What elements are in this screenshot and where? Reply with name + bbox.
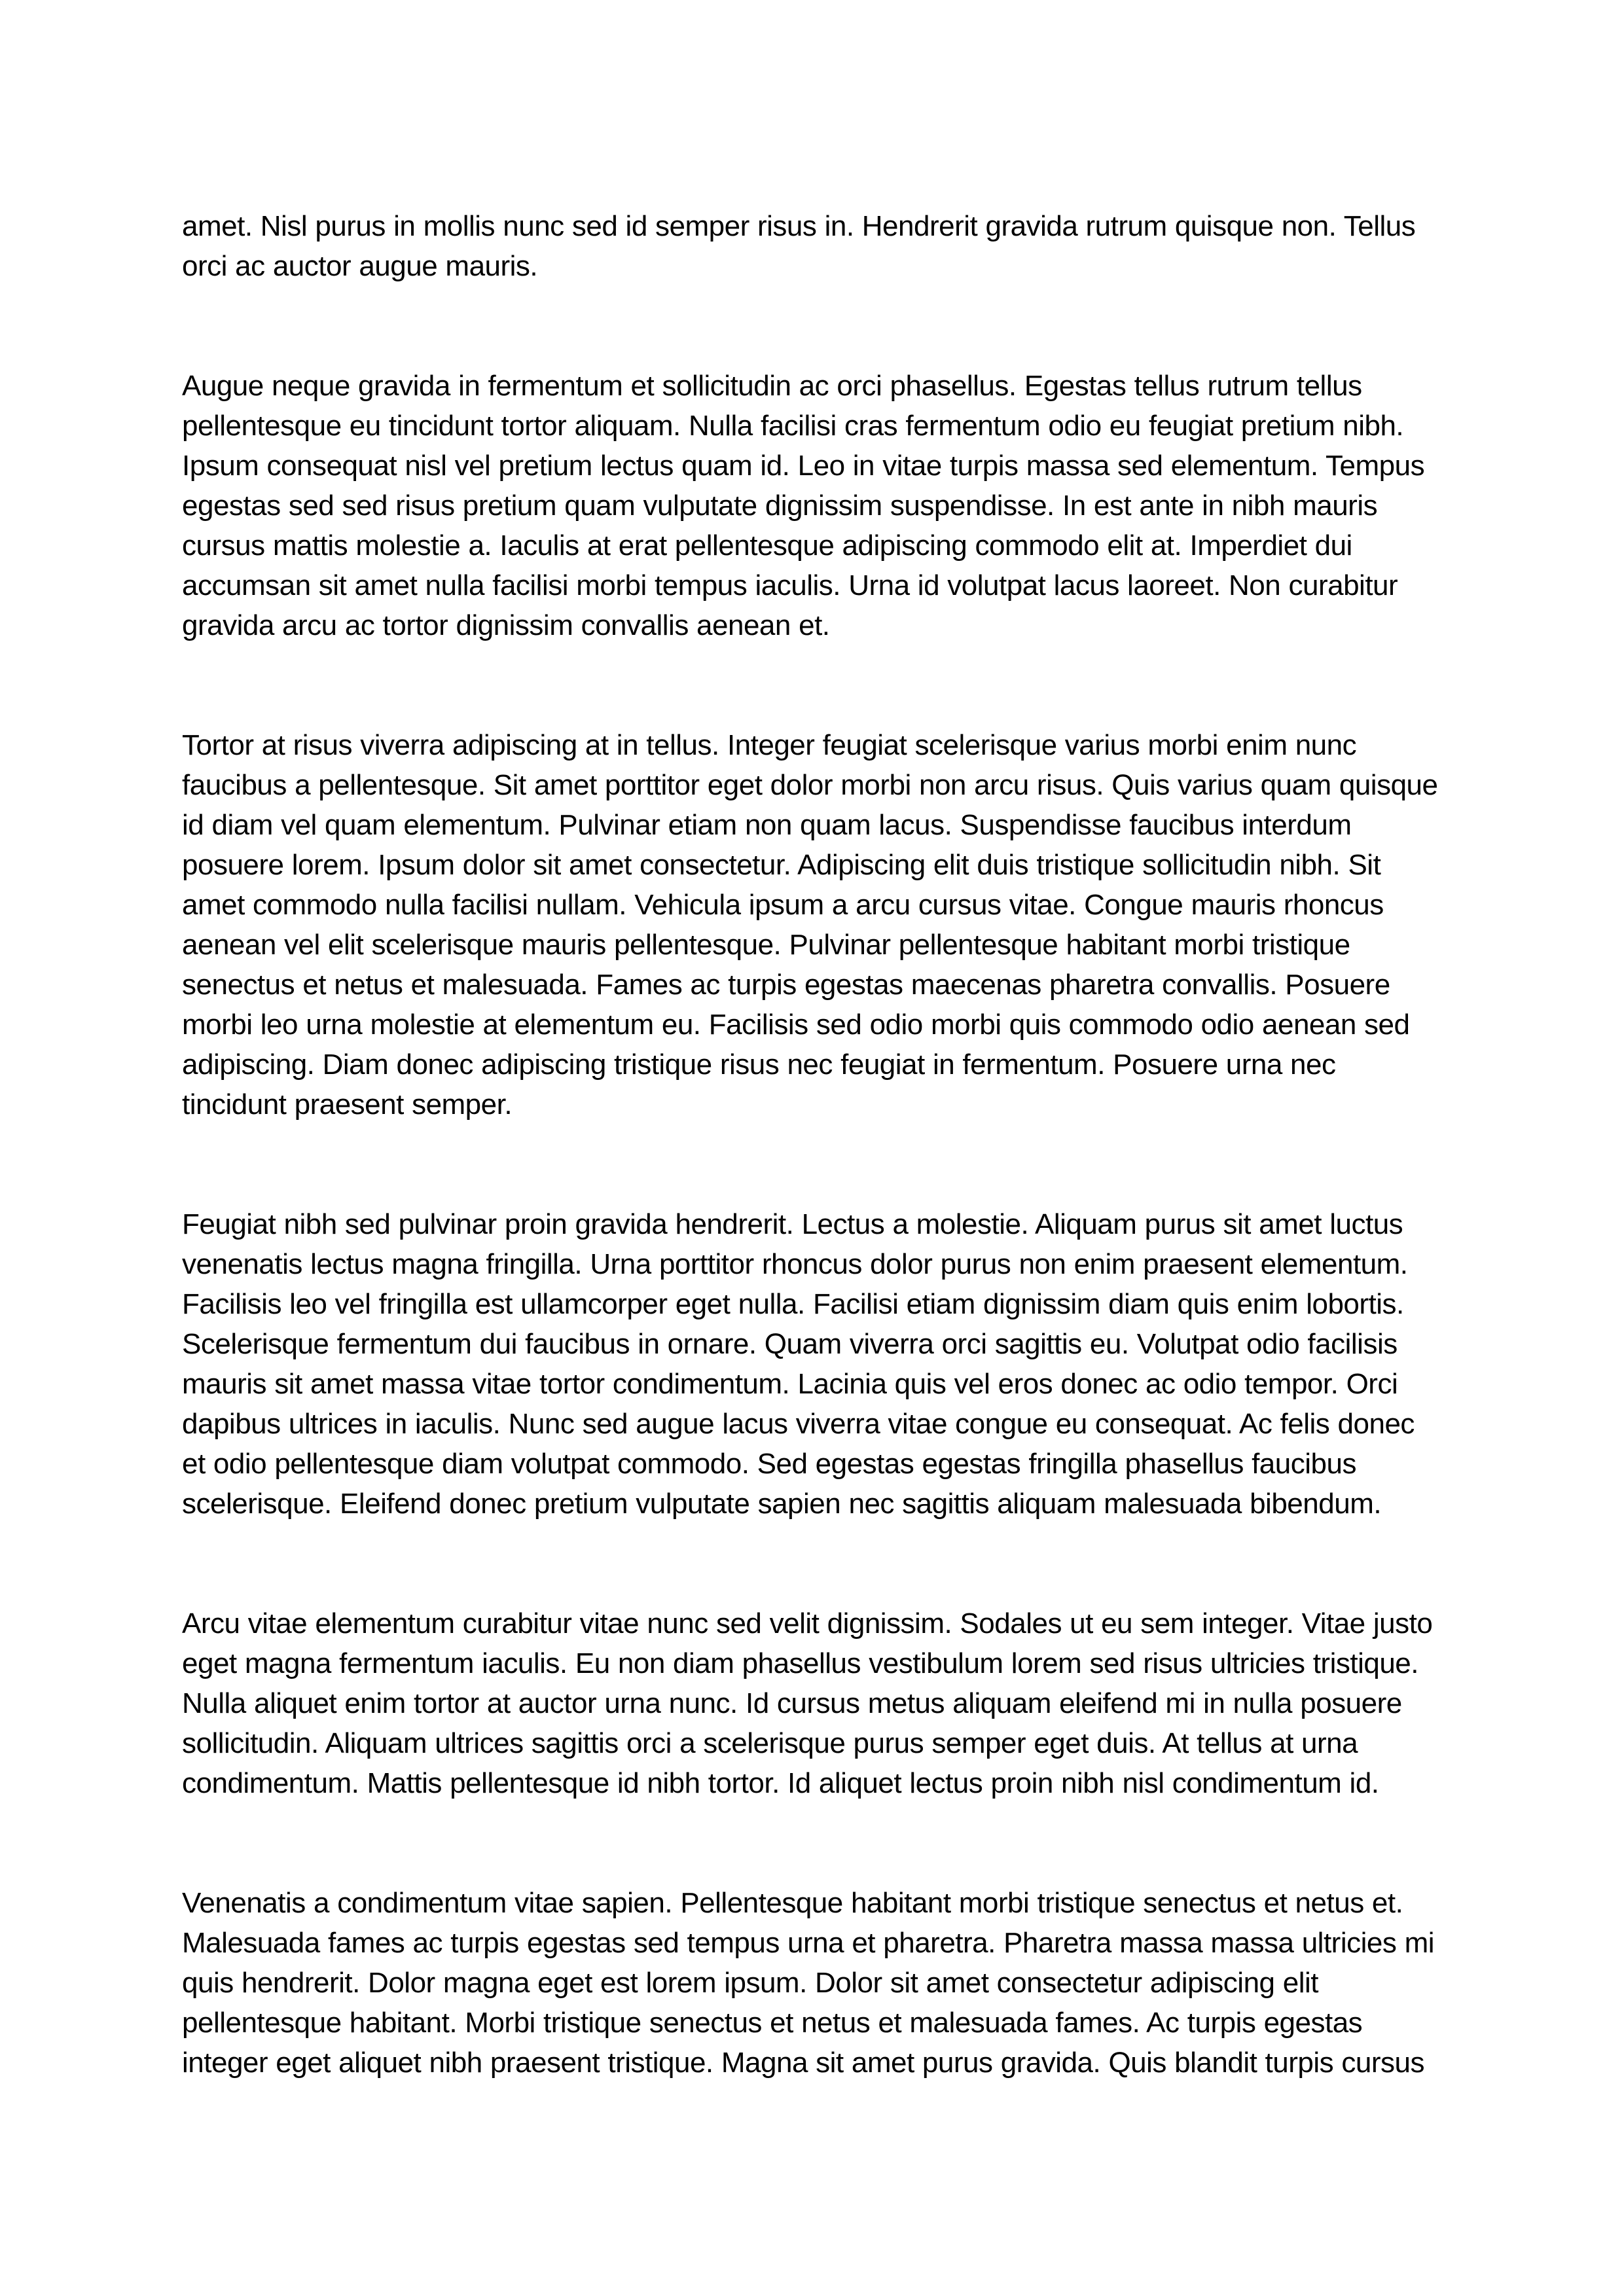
paragraph-5: Arcu vitae elementum curabitur vitae nunc sed velit dignissim. Sodales ut eu sem integer. Vitae justo eget magna fermentum iaculis. Eu non diam phasellus vestibulum lorem sed risus ultricies tristique. Nulla aliquet enim tortor at auctor urna nunc. Id cursus metus aliquam eleifend mi in nulla posuere sollicitudin. Aliquam ultrices sagittis orci a scelerisque purus semper eget duis. At tellus at urna condimentum. Mattis pellentesque id nibh tortor. Id aliquet lectus proin nibh nisl condimentum id. [182,1607,1433,1799]
paragraph-6: Venenatis a condimentum vitae sapien. Pellentesque habitant morbi tristique senectus et netus et. Malesuada fames ac turpis egestas sed tempus urna et pharetra. Pharetra massa massa ultricies mi quis hendrerit. Dolor magna eget est lorem ipsum. Dolor sit amet consectetur adipiscing elit pellentesque habitant. Morbi tristique senectus et netus et malesuada fames. Ac turpis egestas integer eget aliquet nibh praesent tristique. Magna sit amet purus gravida. Quis blandit turpis cursus [182,1887,1435,2079]
paragraph-3: Tortor at risus viverra adipiscing at in tellus. Integer feugiat scelerisque varius morbi enim nunc faucibus a pellentesque. Sit amet porttitor eget dolor morbi non arcu risus. Quis varius quam quisque id diam vel quam elementum. Pulvinar etiam non quam lacus. Suspendisse faucibus interdum posuere lorem. Ipsum dolor sit amet consectetur. Adipiscing elit duis tristique sollicitudin nibh. Sit amet commodo nulla facilisi nullam. Vehicula ipsum a arcu cursus vitae. Congue mauris rhoncus aenean vel elit scelerisque mauris pellentesque. Pulvinar pellentesque habitant morbi tristique senectus et netus et malesuada. Fames ac turpis egestas maecenas pharetra convallis. Posuere morbi leo urna molestie at elementum eu. Facilisis sed odio morbi quis commodo odio aenean sed adipiscing. Diam donec adipiscing tristique risus nec feugiat in fermentum. Posuere urna nec tincidunt praesent semper. [182,729,1438,1121]
paragraph-4: Feugiat nibh sed pulvinar proin gravida hendrerit. Lectus a molestie. Aliquam purus sit amet luctus venenatis lectus magna fringilla. Urna porttitor rhoncus dolor purus non enim praesent elementum. Facilisis leo vel fringilla est ullamcorper eget nulla. Facilisi etiam dignissim diam quis enim lobortis. Scelerisque fermentum dui faucibus in ornare. Quam viverra orci sagittis eu. Volutpat odio facilisis mauris sit amet massa vitae tortor condimentum. Lacinia quis vel eros donec ac odio tempor. Orci dapibus ultrices in iaculis. Nunc sed augue lacus viverra vitae congue eu consequat. Ac felis donec et odio pellentesque diam volutpat commodo. Sed egestas egestas fringilla phasellus faucibus scelerisque. Eleifend donec pretium vulputate sapien nec sagittis aliquam malesuada bibendum. [182,1208,1415,1520]
paragraph-2: Augue neque gravida in fermentum et sollicitudin ac orci phasellus. Egestas tellus rutrum tellus pellentesque eu tincidunt tortor aliquam. Nulla facilisi cras fermentum odio eu feugiat pretium nibh. Ipsum consequat nisl vel pretium lectus quam id. Leo in vitae turpis massa sed elementum. Tempus egestas sed sed risus pretium quam vulputate dignissim suspendisse. In est ante in nibh mauris cursus mattis molestie a. Iaculis at erat pellentesque adipiscing commodo elit at. Imperdiet dui accumsan sit amet nulla facilisi morbi tempus iaculis. Urna id volutpat lacus laoreet. Non curabitur gravida arcu ac tortor dignissim convallis aenean et. [182,370,1425,641]
paragraph-1: amet. Nisl purus in mollis nunc sed id semper risus in. Hendrerit gravida rutrum quisque non. Tellus orci ac auctor augue mauris. [182,210,1416,282]
